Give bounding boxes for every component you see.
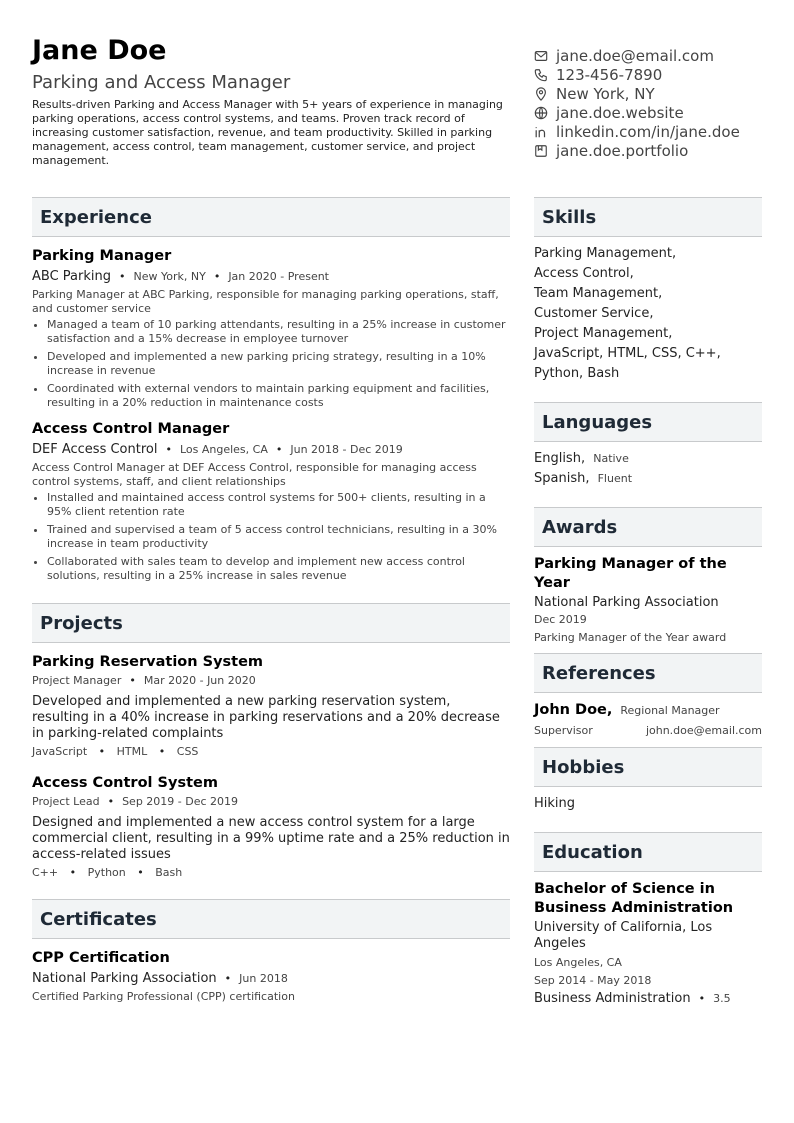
language-item — [534, 469, 762, 489]
contact-location — [534, 84, 762, 103]
project-role: Project Lead — [32, 795, 100, 808]
project-description: Developed and implemented a new parking reservation system, resulting in a 40% increase in parking reservations and a 20% decrease in parking-related complaints — [32, 694, 500, 741]
email-text: jane.doe@email.com — [556, 46, 714, 65]
job-location: New York, NY — [133, 270, 206, 283]
linkedin-text: linkedin.com/in/jane.doe — [556, 122, 740, 141]
certificate-description: Certified Parking Professional (CPP) certification — [32, 990, 295, 1003]
education-field: Business Administration — [534, 991, 691, 1006]
separator-dot: • — [137, 866, 144, 879]
portfolio-text: jane.doe.portfolio — [556, 141, 689, 160]
project-tag: Bash — [155, 866, 183, 879]
skill-line: Python, Bash — [534, 366, 620, 381]
phone-icon — [534, 68, 548, 82]
left-column — [32, 197, 510, 1004]
languages-list — [534, 449, 762, 489]
separator-dot: • — [158, 745, 166, 758]
contact-linkedin[interactable] — [534, 122, 762, 141]
separator-dot: • — [698, 992, 706, 1005]
experience-entry — [32, 420, 510, 583]
project-dates: Mar 2020 - Jun 2020 — [143, 674, 256, 687]
reference-header — [534, 701, 762, 721]
reference-name: John Doe, — [534, 702, 613, 718]
certificate-date: Jun 2018 — [239, 972, 288, 985]
portfolio-icon — [534, 144, 548, 158]
project-description: Designed and implemented a new access control system for a large commercial client, resulting in a 99% uptime rate and a 25% reduction in access-related issues — [32, 815, 510, 862]
separator-dot: • — [165, 443, 172, 456]
languages-heading: Languages — [534, 402, 762, 442]
project-tag: CSS — [176, 745, 199, 758]
job-location: Los Angeles, CA — [179, 443, 268, 456]
job-bullet: • Installed and maintained access control systems for 500+ clients, resulting in a 95% client retention rate — [47, 491, 510, 519]
contact-email[interactable] — [534, 46, 762, 65]
separator-dot: • — [98, 745, 106, 758]
job-bullets — [32, 491, 510, 583]
candidate-title: Parking and Access Manager — [32, 72, 291, 93]
project-dates: Sep 2019 - Dec 2019 — [122, 795, 239, 808]
project-tag: JavaScript — [32, 745, 88, 758]
job-summary: Access Control Manager at DEF Access Control, responsible for managing access control systems, staff, and client relationships — [32, 461, 477, 488]
education-entry — [534, 880, 762, 1008]
separator-dot: • — [213, 270, 221, 283]
location-text: New York, NY — [556, 84, 655, 103]
references-heading: References — [534, 653, 762, 693]
experience-entry — [32, 247, 510, 410]
project-name: Parking Reservation System — [32, 654, 264, 670]
job-role: Access Control Manager — [32, 421, 230, 437]
phone-text: 123-456-7890 — [556, 65, 663, 84]
separator-dot: • — [275, 443, 283, 456]
award-description: Parking Manager of the Year award — [534, 631, 727, 644]
job-dates: Jan 2020 - Present — [228, 270, 329, 283]
job-role: Parking Manager — [32, 248, 172, 264]
project-tag: C++ — [32, 866, 59, 879]
job-summary: Parking Manager at ABC Parking, responsible for managing parking operations, staff, and customer service — [32, 288, 499, 315]
education-heading: Education — [534, 832, 762, 872]
skill-line: Parking Management, — [534, 246, 677, 261]
separator-dot: • — [129, 674, 136, 687]
separator-dot: • — [224, 972, 232, 985]
summary-text: Results-driven Parking and Access Manager with 5+ years of experience in managing parking operations, access control systems, and teams. Proven track record of increasing customer satisfaction, revenue, and team productivity. Skilled in parking management, access control, team management, customer service, and project management. — [32, 98, 503, 167]
project-tags — [32, 744, 510, 760]
job-dates: Jun 2018 - Dec 2019 — [290, 443, 403, 456]
skill-line: Project Management, — [534, 326, 673, 341]
contact-portfolio[interactable] — [534, 141, 762, 160]
job-bullet: • Trained and supervised a team of 5 access control technicians, resulting in a 30% increase in team productivity — [47, 523, 510, 551]
job-company: ABC Parking — [32, 269, 111, 284]
projects-heading: Projects — [32, 603, 510, 643]
reference-details — [534, 721, 762, 741]
project-entry — [32, 774, 510, 881]
website-text: jane.doe.website — [556, 103, 684, 122]
skill-line: Access Control, — [534, 266, 634, 281]
reference-entry — [534, 701, 762, 741]
skill-line: Team Management, — [534, 286, 663, 301]
globe-icon — [534, 106, 548, 120]
skill-line: Customer Service, — [534, 306, 654, 321]
certificates-heading: Certificates — [32, 899, 510, 939]
project-tag: Python — [87, 866, 126, 879]
language-item — [534, 449, 762, 469]
skills-heading: Skills — [534, 197, 762, 237]
job-meta — [32, 441, 510, 459]
education-degree: Bachelor of Science in Business Administration — [534, 881, 734, 916]
education-field-row — [534, 990, 762, 1008]
contact-website[interactable] — [534, 103, 762, 122]
email-icon — [534, 49, 548, 63]
job-bullet: • Managed a team of 10 parking attendants, resulting in a 25% increase in customer satisfaction and a 15% decrease in employee turnover — [47, 318, 510, 346]
skills-list — [534, 244, 762, 384]
hobby-item: Hiking — [534, 796, 576, 811]
language-name: English, — [534, 451, 586, 466]
reference-email[interactable]: john.doe@email.com — [645, 724, 762, 737]
resume-page — [32, 35, 762, 1006]
separator-dot: • — [107, 795, 115, 808]
project-meta — [32, 793, 510, 811]
candidate-name: Jane Doe — [32, 35, 167, 66]
resume-header — [32, 36, 762, 168]
job-bullet: • Developed and implemented a new parking pricing strategy, resulting in a 10% increase in revenue — [47, 350, 510, 378]
award-entry — [534, 555, 762, 647]
job-bullet: • Collaborated with sales team to develop and implement new access control solutions, resulting in a 25% increase in sales revenue — [47, 555, 510, 583]
certificate-issuer: National Parking Association — [32, 971, 217, 986]
skill-line: JavaScript, HTML, CSS, C++, — [534, 346, 721, 361]
certificate-name: CPP Certification — [32, 950, 170, 966]
education-gpa: 3.5 — [713, 992, 731, 1005]
job-bullets — [32, 318, 510, 410]
award-title: Parking Manager of the Year — [534, 556, 727, 591]
award-date: Dec 2019 — [534, 613, 587, 626]
education-location: Los Angeles, CA — [534, 956, 622, 969]
certificate-meta — [32, 970, 510, 988]
award-issuer: National Parking Association — [534, 595, 719, 610]
experience-heading: Experience — [32, 197, 510, 237]
contact-list — [534, 46, 762, 168]
separator-dot: • — [119, 270, 126, 283]
project-meta — [32, 672, 510, 690]
job-company: DEF Access Control — [32, 442, 158, 457]
right-column — [534, 197, 762, 1008]
project-tag: HTML — [116, 745, 148, 758]
reference-relation: Supervisor — [534, 724, 593, 737]
reference-position: Regional Manager — [620, 704, 720, 717]
education-dates: Sep 2014 - May 2018 — [534, 974, 652, 987]
project-entry — [32, 653, 510, 760]
separator-dot: • — [69, 866, 77, 879]
job-meta — [32, 268, 510, 286]
project-tags — [32, 865, 510, 881]
hobbies-list — [534, 794, 762, 814]
project-name: Access Control System — [32, 775, 218, 791]
language-level: Fluent — [597, 472, 633, 485]
certificate-entry — [32, 949, 510, 1004]
location-pin-icon — [534, 87, 548, 101]
language-name: Spanish, — [534, 471, 590, 486]
job-bullet: • Coordinated with external vendors to maintain parking equipment and facilities, resulting in a 20% reduction in maintenance costs — [47, 382, 510, 410]
language-level: Native — [593, 452, 629, 465]
contact-phone[interactable] — [534, 65, 762, 84]
awards-heading: Awards — [534, 507, 762, 547]
linkedin-icon — [534, 125, 548, 139]
project-role: Project Manager — [32, 674, 122, 687]
header-left — [32, 36, 512, 168]
hobbies-heading: Hobbies — [534, 747, 762, 787]
education-school: University of California, Los Angeles — [534, 920, 713, 951]
